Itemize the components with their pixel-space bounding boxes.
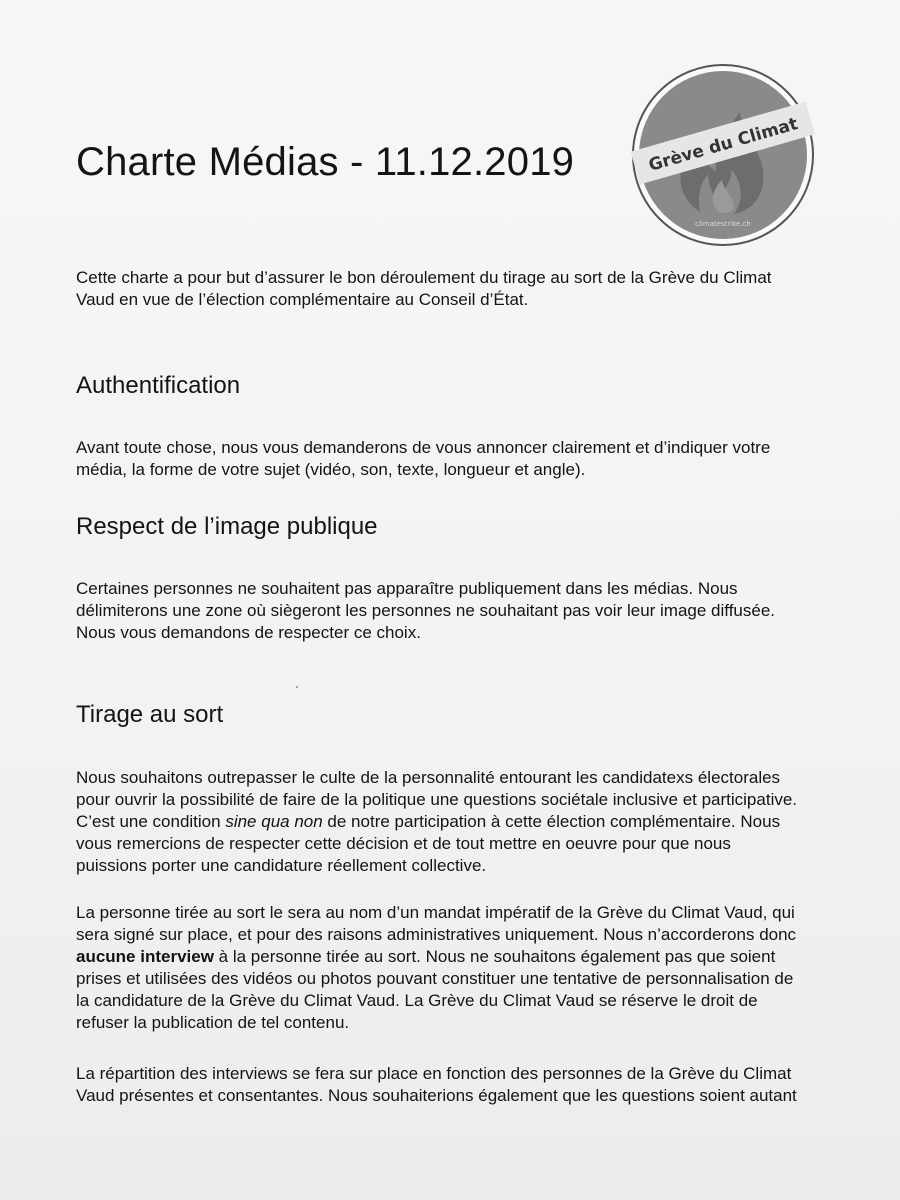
tirage-paragraph-3: [76, 1063, 806, 1107]
tirage-p2-line-6: refuser la publication de tel contenu.: [76, 1013, 350, 1032]
tirage-p2-line-1: La personne tirée au sort le sera au nom d’un mandat impératif de la Grève du Climat Vaud, qui: [76, 903, 795, 922]
tirage-p1-line-3: [76, 811, 806, 833]
auth-line-1: Avant toute chose, nous vous demanderons de vous annoncer clairement et d’indiquer votre: [76, 438, 771, 457]
logo-label: Grève du Climat: [646, 114, 801, 176]
tirage-p3-line-2: Vaud présentes et consentantes. Nous souhaiterions également que les questions soient autant: [76, 1086, 797, 1105]
greve-du-climat-logo: [630, 62, 816, 248]
aucune-interview-bold: aucune interview: [76, 947, 214, 966]
scan-speck: [296, 686, 298, 688]
auth-paragraph: [76, 437, 806, 481]
tirage-p2-line-5: la candidature de la Grève du Climat Vaud. La Grève du Climat Vaud se réserve le droit de: [76, 991, 758, 1010]
tirage-p1-line-1: Nous souhaitons outrepasser le culte de la personnalité entourant les candidatexs électorales: [76, 768, 781, 787]
intro-paragraph: [76, 267, 806, 311]
image-line-1: Certaines personnes ne souhaitent pas apparaître publiquement dans les médias. Nous: [76, 579, 738, 598]
intro-line-1: Cette charte a pour but d’assurer le bon déroulement du tirage au sort de la Grève du Climat: [76, 268, 772, 287]
tirage-p2-line-2: sera signé sur place, et pour des raisons administratives uniquement. Nous n’accorderons donc: [76, 925, 797, 944]
image-line-2: délimiterons une zone où siègeront les personnes ne souhaitant pas voir leur image diffusée.: [76, 601, 776, 620]
tirage-p1-line-3a: C’est une condition: [76, 812, 226, 831]
tirage-paragraph-1: [76, 767, 806, 877]
heading-authentification: Authentification: [76, 372, 241, 399]
tirage-p1-line-5: puissions porter une candidature réellement collective.: [76, 856, 487, 875]
image-line-3: Nous vous demandons de respecter ce choix.: [76, 623, 421, 642]
tirage-p1-line-4: vous remercions de respecter cette décision et de tout mettre en oeuvre pour que nous: [76, 834, 731, 853]
sine-qua-non-emphasis: sine qua non: [225, 812, 323, 831]
document-title: Charte Médias - 11.12.2019: [76, 140, 575, 184]
heading-respect-image: Respect de l’image publique: [76, 513, 378, 540]
tirage-p1-line-2: pour ouvrir la possibilité de faire de la politique une questions sociétale inclusive et participative.: [76, 790, 798, 809]
tirage-p2-line-3: [76, 946, 806, 968]
intro-line-2: Vaud en vue de l’élection complémentaire au Conseil d’État.: [76, 290, 529, 309]
heading-tirage-au-sort: Tirage au sort: [76, 701, 224, 728]
logo-url: climatestrike.ch: [695, 220, 751, 228]
auth-line-2: média, la forme de votre sujet (vidéo, son, texte, longueur et angle).: [76, 460, 586, 479]
tirage-p3-line-1: La répartition des interviews se fera sur place en fonction des personnes de la Grève du Climat: [76, 1064, 792, 1083]
image-paragraph: [76, 578, 806, 644]
tirage-p2-line-3b: à la personne tirée au sort. Nous ne souhaitons également pas que soient: [213, 947, 776, 966]
tirage-p2-line-4: prises et utilisées des vidéos ou photos pouvant constituer une tentative de personnalisation de: [76, 969, 794, 988]
tirage-p1-line-3b: de notre participation à cette élection complémentaire. Nous: [322, 812, 781, 831]
tirage-paragraph-2: [76, 902, 806, 1034]
